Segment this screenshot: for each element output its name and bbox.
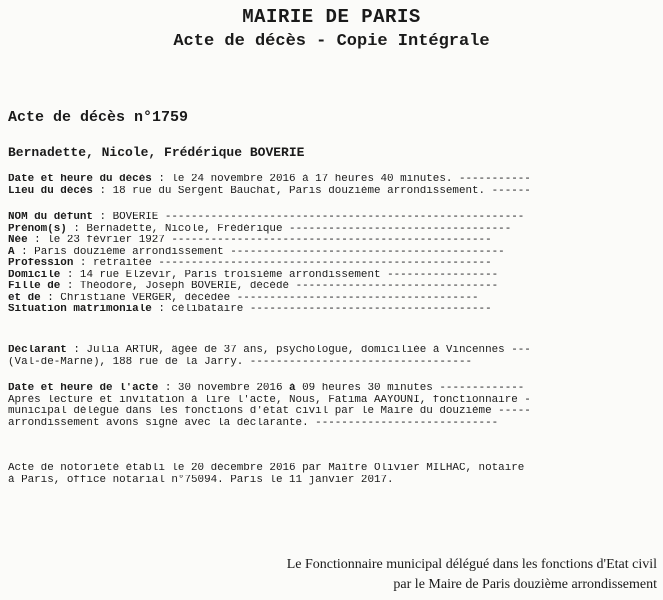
- profession-value: : retraitée ---------------------------------------------------: [73, 258, 492, 269]
- acte-date-value: : 30 novembre 2016: [158, 383, 290, 394]
- date-deces-value: : le 24 novembre 2016 à 17 heures 40 minutes. -----------: [151, 174, 531, 185]
- prenom-value: : Bernadette, Nicole, Frédérique ----------------------------------: [66, 223, 512, 235]
- lieu-deces-value: : 18 rue du Sergent Bauchat, Paris douzième arrondissement. ------: [92, 185, 531, 197]
- lieu-deces-line: [8, 186, 658, 198]
- signature-line-1: Le Fonctionnaire municipal délégué dans les fonctions d'Etat civil: [286, 557, 657, 572]
- situation-value: : célibataire -------------------------------------: [151, 304, 492, 315]
- acte-text-line-2: Après lecture et invitation à lire l'acte, Nous, Fatima AAYOUNI, fonctionnaire -: [8, 394, 531, 406]
- nee-value: : le 23 février 1927 -------------------------------------------------: [27, 235, 492, 246]
- lieu-deces-label: Lieu du décès: [8, 185, 93, 197]
- notoriete-line-2: à Paris, office notarial n°75094. Paris le 11 janvier 2017.: [8, 474, 394, 486]
- domicile-line: [8, 270, 658, 282]
- profession-line: [8, 258, 658, 270]
- prenom-line: [8, 224, 658, 236]
- domicile-value: : 14 rue Elzevir, Paris troisième arrondissement -----------------: [60, 269, 499, 281]
- nee-label: Née: [8, 235, 28, 246]
- acte-date-time: 09 heures 30 minutes -------------: [295, 383, 525, 394]
- deceased-full-name: Bernadette, Nicole, Frédérique BOVERIE: [8, 145, 305, 160]
- domicile-label: Domicile: [8, 269, 61, 281]
- document-subtitle: Acte de décès - Copie Intégrale: [173, 32, 490, 51]
- acte-date-a: à: [289, 383, 296, 394]
- declarant-label: Déclarant: [8, 345, 67, 356]
- acte-date-line: [8, 383, 658, 395]
- acte-text-line-4: arrondissement avons signé avec la déclarante. ----------------------------: [8, 417, 499, 429]
- nom-label: NOM du défunt: [8, 212, 93, 223]
- acte-text-line-3: municipal délégué dans les fonctions d'état civil par le Maire du douzième -----: [8, 406, 531, 417]
- notoriete-section: [8, 463, 658, 486]
- lieu-naissance-line: [8, 247, 658, 259]
- nom-line: [8, 212, 658, 224]
- nee-line: [8, 235, 658, 247]
- declarant-value: : Julia ARTUR, âgée de 37 ans, psychologue, domiciliée à Vincennes ---: [66, 345, 531, 356]
- declarant-section: [8, 345, 658, 368]
- et-de-label: et de: [8, 292, 41, 304]
- document-title: MAIRIE DE PARIS: [242, 6, 421, 28]
- deces-section: [8, 174, 658, 197]
- lieu-naissance-label: À: [8, 246, 15, 258]
- profession-label: Profession: [8, 258, 74, 269]
- fille-de-label: Fille de: [8, 281, 61, 292]
- defunt-section: [8, 212, 658, 316]
- declarant-line-2: (Val-de-Marne), 188 rue de la Jarry. ----------------------------------: [8, 356, 473, 368]
- date-deces-line: [8, 174, 658, 186]
- lieu-naissance-value: : Paris douzième arrondissement ------------------------------------------: [14, 246, 505, 258]
- declarant-line: [8, 345, 658, 357]
- date-deces-label: Date et heure du décès: [8, 174, 152, 185]
- acte-section: [8, 383, 658, 429]
- fille-de-line: [8, 281, 658, 293]
- acte-date-label: Date et heure de l'acte: [8, 383, 159, 394]
- acte-number: Acte de décès n°1759: [8, 109, 189, 126]
- situation-label: Situation matrimoniale: [8, 304, 152, 315]
- et-de-line: [8, 293, 658, 305]
- nom-value: : BOVERIE -------------------------------------------------------: [92, 212, 525, 223]
- prenom-label: Prénom(s): [8, 223, 67, 235]
- situation-line: [8, 304, 658, 316]
- signature-line-2: par le Maire de Paris douzième arrondissement: [393, 577, 657, 592]
- fille-de-value: : Théodore, Joseph BOVERIE, décédé -------------------------------: [60, 281, 499, 292]
- notoriete-line-1: Acte de notoriété établi le 20 décembre 2016 par Maître Olivier MILHAC, notaire: [8, 463, 525, 474]
- et-de-value: : Christiane VERGER, décédée -------------------------------------: [40, 292, 479, 304]
